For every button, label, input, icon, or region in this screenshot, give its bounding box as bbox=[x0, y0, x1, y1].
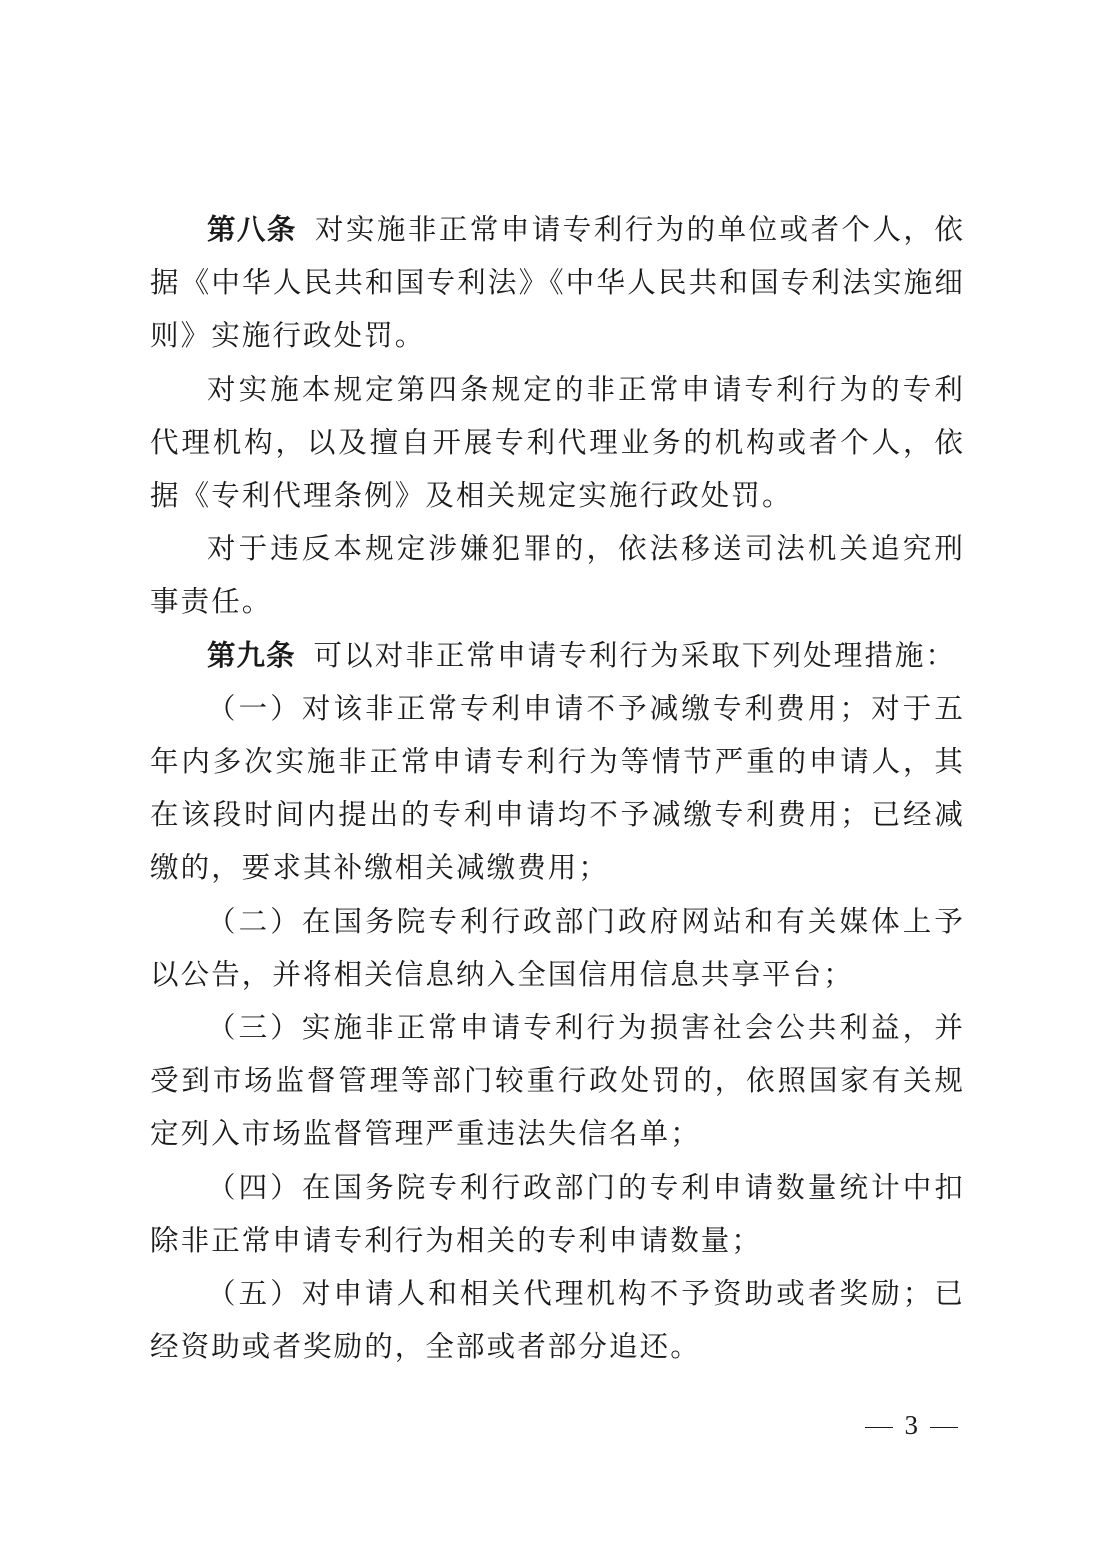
article-8-paragraph-1 bbox=[150, 203, 965, 363]
article-9-item-3: （三）实施非正常申请专利行为损害社会公共利益，并受到市场监督管理等部门较重行政处罚的，依照国家有关规定列入市场监督管理严重违法失信名单； bbox=[150, 1011, 965, 1151]
article-9-number: 第九条 bbox=[207, 638, 296, 672]
article-8-paragraph-2: 对实施本规定第四条规定的非正常申请专利行为的专利代理机构，以及擅自开展专利代理业务的机构或者个人，依据《专利代理条例》及相关规定实施行政处罚。 bbox=[150, 372, 965, 513]
page-number: 3 bbox=[904, 1410, 918, 1440]
page-footer bbox=[865, 1405, 959, 1445]
article-9-item-5: （五）对申请人和相关代理机构不予资助或者奖励；已经资助或者奖励的，全部或者部分追还。 bbox=[150, 1277, 965, 1364]
article-9-intro bbox=[150, 629, 965, 682]
article-9-intro-text: 可以对非正常申请专利行为采取下列处理措施： bbox=[313, 638, 957, 672]
article-8-paragraph-3: 对于违反本规定涉嫌犯罪的，依法移送司法机关追究刑事责任。 bbox=[150, 532, 965, 619]
document-body bbox=[150, 203, 965, 1373]
article-9-item-4: （四）在国务院专利行政部门的专利申请数量统计中扣除非正常申请专利行为相关的专利申请数量； bbox=[150, 1170, 965, 1257]
footer-dash-right bbox=[930, 1427, 958, 1428]
article-8-number: 第八条 bbox=[207, 213, 297, 246]
article-9-item-1: （一）对该非正常专利申请不予减缴专利费用；对于五年内多次实施非正常申请专利行为等情节严重的申请人，其在该段时间内提出的专利申请均不予减缴专利费用；已经减缴的，要求其补缴相关减缴费用； bbox=[150, 691, 965, 885]
article-8-text-1: 对实施非正常申请专利行为的单位或者个人，依据《中华人民共和国专利法》《中华人民共和国专利法实施细则》实施行政处罚。 bbox=[150, 213, 965, 353]
footer-dash-left bbox=[865, 1427, 893, 1428]
article-9-item-2: （二）在国务院专利行政部门政府网站和有关媒体上予以公告，并将相关信息纳入全国信用信息共享平台； bbox=[150, 904, 965, 991]
